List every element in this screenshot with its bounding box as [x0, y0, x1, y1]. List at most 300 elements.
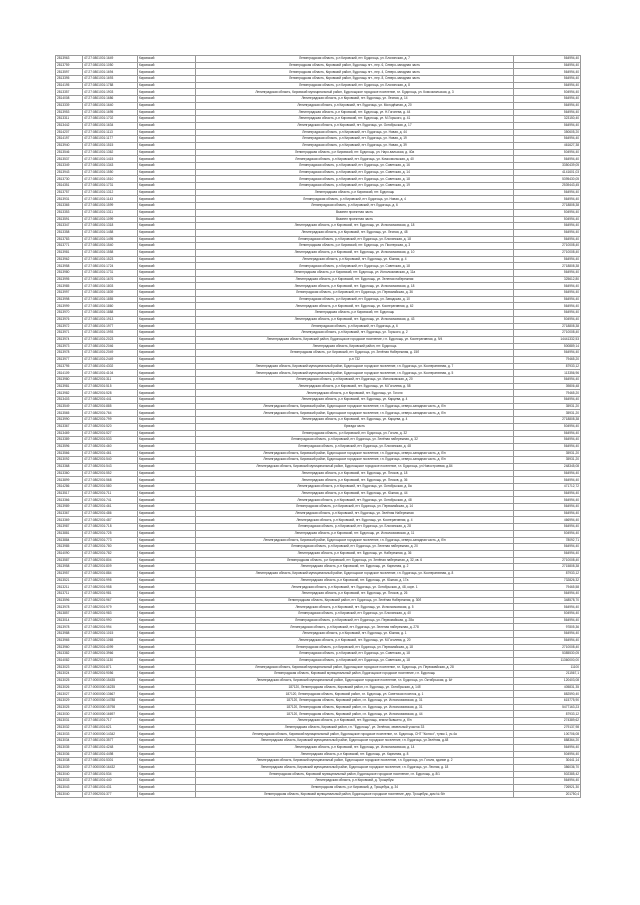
address-cell: Вымпел проектная часть [196, 209, 514, 216]
table-row [56, 537, 581, 544]
table-row [56, 276, 581, 283]
address-cell: Ленинградская область, р-н Кировский, пгт. Будогощь, ул. Кооперативная, д. 4 [196, 517, 514, 524]
address-cell: Ленинградская область, р-н Кировский, пгт. Будогощь, ул. Советская, д. 19 [196, 183, 514, 190]
cadastral-value-cell: 564994,40 [514, 229, 581, 236]
cadastral-value-cell: 87933,12 [514, 363, 581, 370]
table-row [56, 116, 581, 123]
row-id-cell: 2813730 [56, 176, 83, 183]
district-cell: Кировский [138, 62, 196, 69]
table-row [56, 62, 581, 69]
cadastral-number-cell: 47:27:0801001:1343 [83, 163, 138, 170]
cadastral-value-cell: 564994,40 [514, 617, 581, 624]
district-cell: Кировский [138, 504, 196, 511]
row-id-cell: 2813998 [56, 296, 83, 303]
address-cell: Ленинградская область, р-н Кировский, пгт. Будогощь, ул. Пионерская, д. 3 [196, 243, 514, 250]
address-cell: Ленинградская область, р-н Кировский, пгт. Будогощь, ул. Южная, д. 4 [196, 256, 514, 263]
district-cell: Кировский [138, 82, 196, 89]
cadastral-value-cell: 35931,20 [514, 450, 581, 457]
row-id-cell: 2814008 [56, 96, 83, 103]
address-cell: Ленинградская область, Кировский муниципальный район, Будогощское городское поселение, г.п. Будогощь, СНТ "Колхоз", тупик 1, уч.4а [196, 731, 514, 738]
row-id-cell: 2813988 [56, 631, 83, 638]
cadastral-number-cell: 47:27:0801001:1676 [83, 276, 138, 283]
cadastral-value-cell: 2539443,45 [514, 183, 581, 190]
district-cell: Кировский [138, 403, 196, 410]
table-row [56, 423, 581, 430]
row-id-cell: 2814195 [56, 82, 83, 89]
district-cell: Кировский [138, 390, 196, 397]
cadastral-number-cell: 47:27:0802001:958 [83, 584, 138, 591]
cadastral-value-cell: 11100 [514, 664, 581, 671]
row-id-cell: 2813365 [56, 203, 83, 210]
cadastral-number-cell: 47:27:0801001:4302 [83, 363, 138, 370]
table-row [56, 356, 581, 363]
address-cell: 187120, Ленинградская область, Кировский район, г.п. Будогощь, ул. Советская поселок, д. 1 [196, 691, 514, 698]
district-cell: Кировский [138, 296, 196, 303]
address-cell: Ленинградская область, р-н Кировский, пгт. Будогощь, ул. Зелёная набережная, д. 32, кв. 6 [196, 557, 514, 564]
cadastral-number-cell: 47:27:0801001:1415 [83, 156, 138, 163]
table-row [56, 149, 581, 156]
row-id-cell: 2813980 [56, 270, 83, 277]
address-cell: Ленинградская область, р-н Кировский, пгт. Будогощь, ул. Советская, д. 18 [196, 176, 514, 183]
district-cell: Кировский [138, 791, 196, 798]
table-row [56, 477, 581, 484]
cadastral-value-cell: 35931,20 [514, 457, 581, 464]
table-row [56, 711, 581, 718]
cadastral-number-cell: 47:27:0801001:2046 [83, 343, 138, 350]
cadastral-value-cell: 564994,40 [514, 96, 581, 103]
table-row [56, 637, 581, 644]
district-cell: Кировский [138, 463, 196, 470]
district-cell: Кировский [138, 510, 196, 517]
table-row [56, 450, 581, 457]
cadastral-value-cell: 2710008,40 [514, 330, 581, 337]
cadastral-value-cell: 564994,40 [514, 62, 581, 69]
table-row [56, 223, 581, 230]
address-cell: Ленинградская область, р-н Кировский, пгт. Будогощь, ул. М.Горького, д. 41 [196, 116, 514, 123]
cadastral-value-cell: 4141601,03 [514, 169, 581, 176]
row-id-cell: 2813977 [56, 356, 83, 363]
cadastral-number-cell: 47:27:0000000:14788 [83, 698, 138, 705]
cadastral-number-cell: 47:27:0802001:486 [83, 510, 138, 517]
cadastral-number-cell: 47:27:0801001:1510 [83, 176, 138, 183]
cadastral-value-cell: 386036,70 [514, 764, 581, 771]
address-cell: Ленинградская область, р-н Кировский, д. Трощебуж, д. 34 [196, 784, 514, 791]
cadastral-value-cell: 2710008,40 [514, 243, 581, 250]
cadastral-number-cell: 47:27:0801001:1362 [83, 149, 138, 156]
cadastral-value-cell: 211567,1 [514, 671, 581, 678]
address-cell: Ленинградская область, Кировский муниципальный район, Будогощское городское поселение, г.п. Будогощь, ул. Комсомольская, д. 3 [196, 89, 514, 96]
address-cell: 187120, Ленинградская область, Кировский район, г.п. Будогощь, ул. Исполкомовская, д. 31 [196, 698, 514, 705]
table-row [56, 604, 581, 611]
address-cell: Ленинградская область, р-н Кировский, пгт. Будогощь, ул. Первомайская, д. 18 [196, 644, 514, 651]
address-cell: Ленинградская область, р-н Кировский, пгт. Будогощь, ул. Песков, д. 26 [196, 591, 514, 598]
cadastral-value-cell: 504994,40 [514, 89, 581, 96]
row-id-cell: 2813368 [56, 463, 83, 470]
row-id-cell: 2813980 [56, 377, 83, 384]
row-id-cell: 2814082 [56, 657, 83, 664]
district-cell: Кировский [138, 624, 196, 631]
row-id-cell: 2813587 [56, 557, 83, 564]
district-cell: Кировский [138, 203, 196, 210]
address-cell: Ленинградская область, р-н Кировский, пгт. Будогощь, ул. Зеленая набережная, д. 20 [196, 544, 514, 551]
district-cell: Кировский [138, 457, 196, 464]
address-cell: Ленинградская область, р-н Кировский, пгт. Будогощь [196, 189, 514, 196]
table-row [56, 296, 581, 303]
cadastral-value-cell: 564994,40 [514, 189, 581, 196]
cadastral-number-cell: 47:27:0000000:15798 [83, 704, 138, 711]
cadastral-number-cell: 47:27:0801001:1634 [83, 122, 138, 129]
district-cell: Кировский [138, 229, 196, 236]
address-cell: Ленинградская область, Кировский район, Будогощь пгт., пер. 6, Северо-западная часть [196, 62, 514, 69]
row-id-cell: 2813957 [56, 570, 83, 577]
district-cell: Кировский [138, 196, 196, 203]
district-cell: Кировский [138, 330, 196, 337]
table-row [56, 323, 581, 330]
cadastral-number-cell: 47:27:0801001:1695 [83, 109, 138, 116]
table-row [56, 316, 581, 323]
cadastral-number-cell: 47:27:0802001:804 [83, 557, 138, 564]
district-cell: Кировский [138, 470, 196, 477]
cadastral-number-cell: 47:27:0802001:809 [83, 564, 138, 571]
cadastral-number-cell: 47:27:0801001:1649 [83, 56, 138, 63]
row-id-cell: 2813771 [56, 243, 83, 250]
table-row [56, 758, 581, 765]
district-cell: Кировский [138, 591, 196, 598]
table-row [56, 470, 581, 477]
cadastral-number-cell: 47:27:0801001:1731 [83, 183, 138, 190]
district-cell: Кировский [138, 109, 196, 116]
table-row [56, 76, 581, 83]
address-cell: Ленинградская область, р-н Кировский, пгт. Будогощь, ул. Комсомольская, д. 40 [196, 156, 514, 163]
row-id-cell: 2813978 [56, 350, 83, 357]
district-cell: Кировский [138, 490, 196, 497]
row-id-cell: 2813040 [56, 791, 83, 798]
row-id-cell: 2813970 [56, 310, 83, 317]
address-cell: Ленинградская область, р-н Кировский, пгт. Будогощь, ул. Зеленая набережная, д. 278 [196, 624, 514, 631]
address-cell: Ленинградская область, р-н Кировский, пгт. Будогощь, ул. Карпиная, д. 2 [196, 564, 514, 571]
table-row [56, 363, 581, 370]
address-cell: Ленинградская область, р-н Кировский, пгт. Будогощь, ул. Зелёная Набережная [196, 510, 514, 517]
address-cell: Ленинградская область, р-н Кировский, пгт. Будогощь, ул. Советская, д. 14 [196, 169, 514, 176]
row-id-cell: 2813549 [56, 403, 83, 410]
cadastral-number-cell: 47:27:0801001:1050 [83, 62, 138, 69]
row-id-cell: 2814207 [56, 129, 83, 136]
table-row [56, 283, 581, 290]
row-id-cell: 2813014 [56, 617, 83, 624]
row-id-cell: 2814286 [56, 484, 83, 491]
row-id-cell: 2813033 [56, 731, 83, 738]
table-row [56, 544, 581, 551]
table-row [56, 597, 581, 604]
row-id-cell: 2814090 [56, 550, 83, 557]
district-cell: Кировский [138, 256, 196, 263]
district-cell: Кировский [138, 136, 196, 143]
address-cell: Ленинградская область, р-н Кировский, пгт. Будогощь, ул. Исполкомовская, д. 11 [196, 530, 514, 537]
table-row [56, 102, 581, 109]
district-cell: Кировский [138, 758, 196, 765]
row-id-cell: 2813899 [56, 477, 83, 484]
district-cell: Кировский [138, 450, 196, 457]
cadastral-value-cell: 564994,40 [514, 778, 581, 785]
table-row [56, 463, 581, 470]
cadastral-value-cell: 2710008,40 [514, 557, 581, 564]
row-id-cell: 2813366 [56, 497, 83, 504]
district-cell: Кировский [138, 283, 196, 290]
cadastral-value-cell: 504994,40 [514, 316, 581, 323]
district-cell: Кировский [138, 671, 196, 678]
address-cell: Ленинградская область, р-н Кировский, пгт. Будогощь, ул. Исполкомовская, д. 43 [196, 316, 514, 323]
table-row [56, 142, 581, 149]
cadastral-value-cell: 564994,40 [514, 443, 581, 450]
cadastral-value-cell: 35931,20 [514, 410, 581, 417]
row-id-cell: 2813953 [56, 109, 83, 116]
district-cell: Кировский [138, 189, 196, 196]
cadastral-number-cell: 47:27:0801001:1694 [83, 69, 138, 76]
table-row [56, 189, 581, 196]
table-row [56, 584, 581, 591]
cadastral-number-cell: 47:27:0802001:1015 [83, 631, 138, 638]
cadastral-value-cell: 2710008,40 [514, 249, 581, 256]
table-row [56, 156, 581, 163]
address-cell: Ленинградская область, р-н Кировский, пгт. Будогощь, ул. Первомайская, д. 36 [196, 290, 514, 297]
cadastral-value-cell: 564994,40 [514, 236, 581, 243]
cadastral-number-cell: 47:27:0801001:1913 [83, 316, 138, 323]
table-row [56, 698, 581, 705]
address-cell: 187120, Ленинградская область, Кировский район, г.п. Будогощь, ул. Исполкомовская, д. 44 [196, 711, 514, 718]
table-row [56, 577, 581, 584]
table-row [56, 417, 581, 424]
row-id-cell: 2813976 [56, 316, 83, 323]
row-id-cell: 2813023 [56, 664, 83, 671]
cadastral-number-cell: 47:27:0802001:741 [83, 497, 138, 504]
cadastral-number-cell: 47:27:0801001:1113 [83, 129, 138, 136]
row-id-cell: 2813040 [56, 771, 83, 778]
cadastral-number-cell: 47:27:0801001:4104 [83, 370, 138, 377]
table-row [56, 570, 581, 577]
cadastral-number-cell: 47:27:0801001:2449 [83, 356, 138, 363]
cadastral-number-cell: 47:27:0801001:1312 [83, 189, 138, 196]
address-cell: Ленинградская область, р-н Кировский, пгт. Будогощь, ул. Гоголя, д. 32 [196, 430, 514, 437]
address-cell: Ленинградская область, р-н Кировский, пгт. Будогощь, ул. Лесная, д. 14 [196, 96, 514, 103]
district-cell: Кировский [138, 644, 196, 651]
district-cell: Кировский [138, 236, 196, 243]
address-cell: Ленинградская область, р-н Кировский, пгт. Будогощь, ул. Блохинская, д. 28 [196, 524, 514, 531]
district-cell: Кировский [138, 651, 196, 658]
district-cell: Кировский [138, 698, 196, 705]
cadastral-value-cell: 79465,58 [514, 584, 581, 591]
row-id-cell: 2813367 [56, 510, 83, 517]
row-id-cell: 2813989 [56, 504, 83, 511]
table-row [56, 517, 581, 524]
district-cell: Кировский [138, 784, 196, 791]
district-cell: Кировский [138, 497, 196, 504]
table-row [56, 784, 581, 791]
address-cell: Ленинградская область, р-н Кировский, пгт. Будогощь, ул. Лесная, д. 48 [196, 229, 514, 236]
table-row [56, 256, 581, 263]
cadastral-value-cell: 97805,36 [514, 624, 581, 631]
address-cell: 187120, Ленинградская область, Кировский район, г.п. Будогощь, ул. Исполкомовская, д. 31 [196, 704, 514, 711]
address-cell: Ленинградская область, Кировский муниципальный район, Будогощское городское поселение, г.п. Будогощь, ул. Кооперативная, д. 5 [196, 370, 514, 377]
cadastral-value-cell: 2718808,38 [514, 203, 581, 210]
cadastral-value-cell: 564994,40 [514, 490, 581, 497]
cadastral-value-cell: 113356,96 [514, 370, 581, 377]
address-cell: Ленинградская область, Кировский район, Будогощское городское поселение, г.п. Будогощь, северо-западная часть, д. б/н [196, 403, 514, 410]
row-id-cell: 2813884 [56, 537, 83, 544]
table-row [56, 89, 581, 96]
address-cell: Ленинградская область, р-н Кировский, пгт. Будогощь, ул. Новая, д. 39 [196, 142, 514, 149]
table-row [56, 497, 581, 504]
table-row [56, 350, 581, 357]
cadastral-number-cell: 47:27:0802001:983 [83, 611, 138, 618]
table-row [56, 677, 581, 684]
cadastral-number-cell: 47:27:0802001:725 [83, 530, 138, 537]
table-row [56, 530, 581, 537]
district-cell: Кировский [138, 584, 196, 591]
district-cell: Кировский [138, 343, 196, 350]
row-id-cell: 2813339 [56, 102, 83, 109]
cadastral-number-cell: 47:27:0801001:1855 [83, 296, 138, 303]
address-cell: Ленинградская область, Кировский муниципальный район, Будогощское городское поселение, г.п. Будогощь, ул.Зелёная, д.48 [196, 738, 514, 745]
district-cell: Кировский [138, 677, 196, 684]
row-id-cell: 2813027 [56, 691, 83, 698]
district-cell: Кировский [138, 570, 196, 577]
row-id-cell: 2813596 [56, 597, 83, 604]
cadastral-number-cell: 47:27:0801001:2049 [83, 350, 138, 357]
cadastral-number-cell: 47:27:0802001:885 [83, 403, 138, 410]
row-id-cell: 2813981 [56, 383, 83, 390]
address-cell: Ленинградская область, Кировский район, г.п. "Будогощь", ул. Зелёная, земельный участок 33 [196, 724, 514, 731]
cadastral-number-cell: 47:27:0801001:1311 [83, 209, 138, 216]
cadastral-number-cell: 47:27:0802001:527 [83, 430, 138, 437]
cadastral-value-cell: 35931,20 [514, 403, 581, 410]
address-cell: Ленинградская область, р-н Кировский, пгт. Будогощь, ул. Исполкомовская, д. 5 [196, 604, 514, 611]
cadastral-value-cell: 564994,40 [514, 76, 581, 83]
cadastral-value-cell: 888364,20 [514, 738, 581, 745]
table-row [56, 524, 581, 531]
cadastral-number-cell: 47:27:0801001:1860 [83, 303, 138, 310]
row-id-cell: 2813990 [56, 417, 83, 424]
address-cell: Ленинградская область, р-н Кировский, пгт. Будогощь, ул. М.Гоголева, д. 58 [196, 383, 514, 390]
address-cell: Ленинградская область, Кировский муниципальный район, Будогощское городское поселение, г.п. Будогощь, ул. Гоголя, здание д. 2 [196, 758, 514, 765]
table-row [56, 169, 581, 176]
cadastral-value-cell: 504994,40 [514, 216, 581, 223]
district-cell: Кировский [138, 176, 196, 183]
district-cell: Кировский [138, 711, 196, 718]
row-id-cell: 2813382 [56, 651, 83, 658]
district-cell: Кировский [138, 557, 196, 564]
row-id-cell: 2813783 [56, 236, 83, 243]
table-row [56, 249, 581, 256]
cadastral-number-cell: 47:27:0801001:621 [83, 724, 138, 731]
row-id-cell: 2813978 [56, 604, 83, 611]
cadastral-value-cell: 2718808,38 [514, 263, 581, 270]
cadastral-value-cell: 564994,40 [514, 56, 581, 63]
cadastral-value-cell: 405831,35 [514, 684, 581, 691]
row-id-cell: 2813597 [56, 69, 83, 76]
cadastral-value-cell: 504994,40 [514, 530, 581, 537]
cadastral-value-cell: 564994,40 [514, 550, 581, 557]
table-row [56, 443, 581, 450]
address-cell: Ленинградская область, р-н Кировский, пгт. Будогощь, ул. Песков, д. 36 [196, 477, 514, 484]
cadastral-value-cell: 504994,40 [514, 751, 581, 758]
cadastral-value-cell: 564994,40 [514, 470, 581, 477]
cadastral-value-cell: 564994,40 [514, 69, 581, 76]
cadastral-value-cell: 564994,40 [514, 82, 581, 89]
cadastral-value-cell: 504994,40 [514, 423, 581, 430]
cadastral-number-cell: 47:27:0802001:533 [83, 437, 138, 444]
row-id-cell: 2813997 [56, 290, 83, 297]
address-cell: Ленинградская область, Кировский муниципальный район, Будогощское городское поселение, г.п. Будогощь, д. 8/1 [196, 771, 514, 778]
district-cell: Кировский [138, 310, 196, 317]
cadastral-number-cell: 47:27:0802001:773 [83, 537, 138, 544]
row-id-cell: 2813349 [56, 163, 83, 170]
cadastral-value-cell: 564994,40 [514, 156, 581, 163]
cadastral-number-cell: 47:27:0801001:1599 [83, 203, 138, 210]
table-row [56, 631, 581, 638]
cadastral-value-cell: 564994,40 [514, 223, 581, 230]
district-cell: Кировский [138, 564, 196, 571]
cadastral-value-cell: 323150,40 [514, 116, 581, 123]
cadastral-value-cell: 274389,62 [514, 718, 581, 725]
row-id-cell: 2813026 [56, 684, 83, 691]
table-row [56, 397, 581, 404]
cadastral-value-cell: 2710008,40 [514, 644, 581, 651]
table-row [56, 671, 581, 678]
row-id-cell: 2813403 [56, 397, 83, 404]
row-id-cell: 2813031 [56, 718, 83, 725]
cadastral-number-cell: 47:27:0902001:377 [83, 791, 138, 798]
table-row [56, 691, 581, 698]
cadastral-number-cell: 47:27:0801001:1731 [83, 270, 138, 277]
table-row [56, 330, 581, 337]
cadastral-number-cell: 47:27:0801001:3577 [83, 738, 138, 745]
table-row [56, 290, 581, 297]
table-row [56, 377, 581, 384]
cadastral-value-cell: 466994,40 [514, 517, 581, 524]
address-cell: Ленинградская область, Кировский муниципальный район, Будогощское городское поселение, г.п. Будогощь, ул. Лесная, д. 18 [196, 764, 514, 771]
cadastral-number-cell: 47:27:0801001:1803 [83, 283, 138, 290]
row-id-cell: 2813940 [56, 142, 83, 149]
address-cell: Ленинградская область, р-н Кировский, пгт. Будогощь, ул. Октябрьская, д. 48, корп. 1 [196, 584, 514, 591]
row-id-cell: 2813973 [56, 343, 83, 350]
district-cell: Кировский [138, 56, 196, 63]
cadastral-value-cell: 5477163,23 [514, 704, 581, 711]
row-id-cell: 2813358 [56, 229, 83, 236]
district-cell: Кировский [138, 744, 196, 751]
address-cell: Ленинградская область, р-н Кировский, пгт. Будогощь, ул. Блохинская, д. 8 [196, 82, 514, 89]
cadastral-number-cell: 47:27:0802001:799 [83, 417, 138, 424]
cadastral-number-cell: 47:27:0801001:1724 [83, 263, 138, 270]
cadastral-number-cell: 47:27:0802001:580 [83, 484, 138, 491]
district-cell: Кировский [138, 597, 196, 604]
cadastral-value-cell: 726921,30 [514, 784, 581, 791]
row-id-cell: 2813943 [56, 169, 83, 176]
address-cell: Ленинградская область, р-н Кировский, пгт. Будогощь, ул. Советская, д. 18 [196, 657, 514, 664]
cadastral-number-cell: 47:27:0801001:1318 [83, 223, 138, 230]
cadastral-number-cell: 47:27:0000000:16697 [83, 711, 138, 718]
address-cell: Ленинградская область, р-н Кировский, пгт. Будогощь, ул. Заводская, д. 10 [196, 296, 514, 303]
district-cell: Кировский [138, 336, 196, 343]
row-id-cell: 2813039 [56, 764, 83, 771]
table-row [56, 484, 581, 491]
cadastral-number-cell: 47:27:0801001:431 [83, 784, 138, 791]
table-row [56, 437, 581, 444]
row-id-cell: 2813030 [56, 711, 83, 718]
table-row [56, 196, 581, 203]
row-id-cell: 2813985 [56, 544, 83, 551]
cadastral-value-cell: 564994,40 [514, 544, 581, 551]
cadastral-value-cell: 87933,12 [514, 711, 581, 718]
